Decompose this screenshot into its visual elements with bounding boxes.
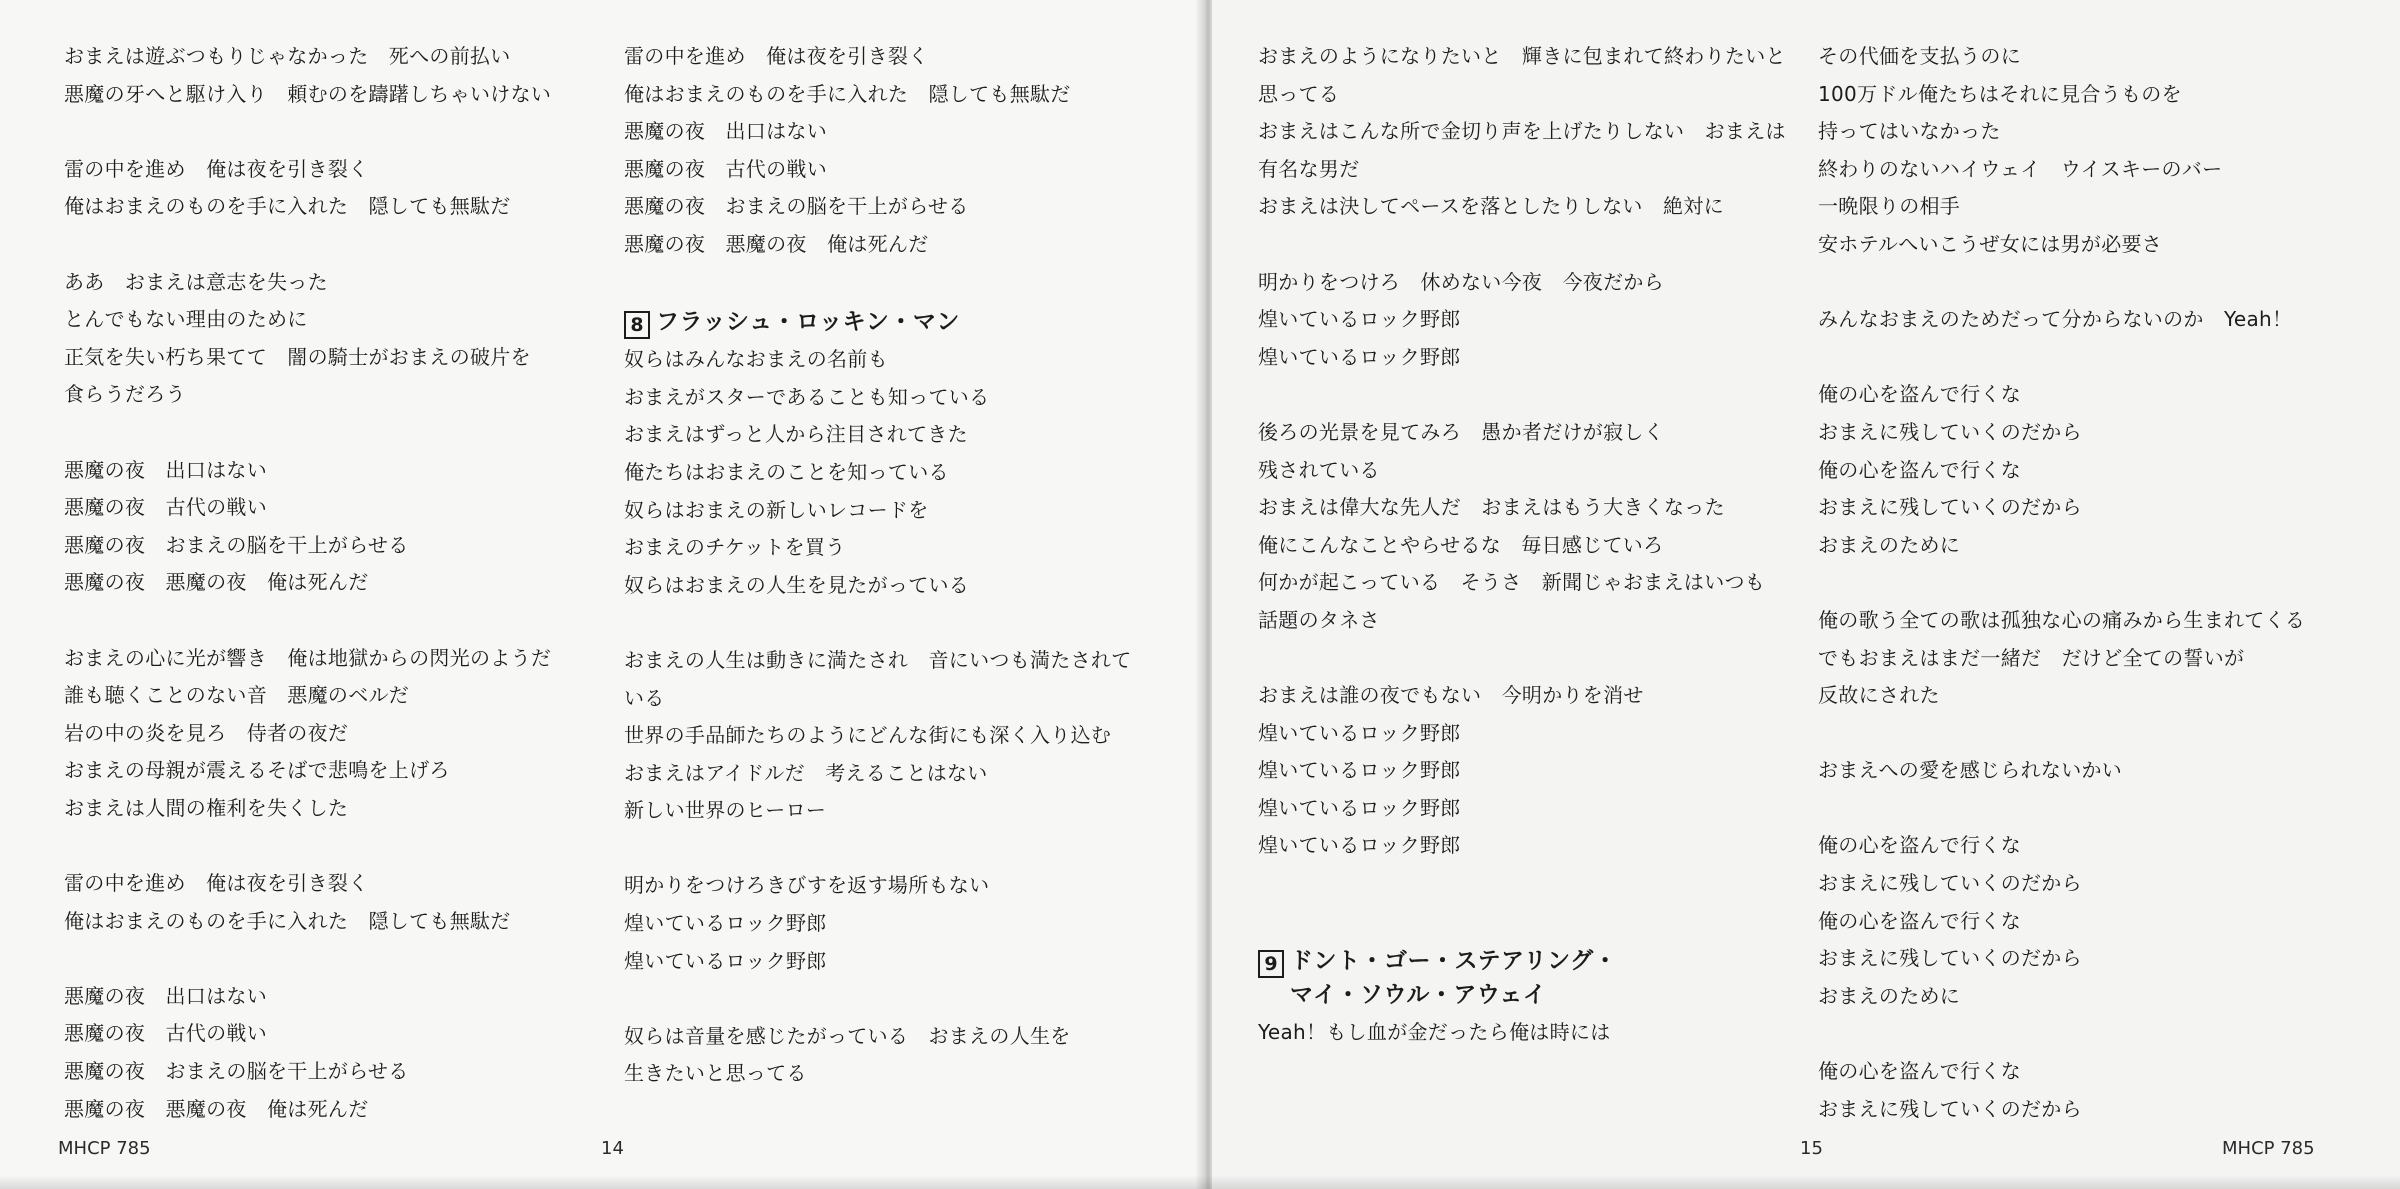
lyric-line: 100万ドル俺たちはそれに見合うものを — [1818, 81, 2182, 106]
lyric-line: 誰も聴くことのない音 悪魔のベルだ — [64, 683, 410, 708]
lyric-line: おまえへの愛を感じられないかい — [1818, 758, 2123, 783]
lyrics-column-1 — [1258, 38, 1786, 1052]
lyric-line: 煌いているロック野郎 — [1258, 307, 1461, 332]
lyric-line: 生きたいと思ってる — [624, 1061, 807, 1086]
lyric-line: 悪魔の夜 おまえの脳を干上がらせる — [64, 532, 409, 557]
lyric-line: 悪魔の夜 おまえの脳を干上がらせる — [64, 1059, 409, 1084]
lyric-line: おまえは決してペースを落としたりしない 絶対に — [1258, 194, 1724, 219]
lyric-line: 俺の心を盗んで行くな — [1818, 457, 2021, 482]
stanza-gap — [1258, 640, 1786, 678]
lyric-line: 煌いているロック野郎 — [1258, 833, 1461, 858]
lyrics-column-2 — [1818, 38, 2305, 1128]
track-title-line-1: ドント・ゴー・ステアリング・ — [1290, 948, 1618, 975]
lyric-line: おまえはこんな所で金切り声を上げたりしない おまえは — [1258, 119, 1786, 144]
track-title: フラッシュ・ロッキン・マン — [656, 309, 960, 336]
lyric-line: 雷の中を進め 俺は夜を引き裂く — [64, 156, 369, 181]
lyric-line: 奴らはおまえの新しいレコードを — [624, 497, 929, 522]
stanza-gap — [64, 602, 551, 640]
track-title — [1290, 944, 1617, 1012]
lyric-line: 有名な男だ — [1258, 156, 1360, 181]
lyric-line: その代価を支払うのに — [1818, 44, 2021, 68]
stanza-gap — [624, 604, 1132, 642]
lyric-line: 明かりをつけろ 休めない今夜 今夜だから — [1258, 269, 1664, 294]
lyric-line: おまえのために — [1818, 983, 1961, 1008]
lyric-line: 俺はおまえのものを手に入れた 隠しても無駄だ — [624, 81, 1071, 106]
stanza-gap — [1818, 715, 2305, 753]
lyric-line: 雷の中を進め 俺は夜を引き裂く — [624, 44, 929, 68]
lyric-line: 世界の手品師たちのようにどんな街にも深く入り込む — [624, 723, 1112, 748]
track-title-line-2: マイ・ソウル・アウェイ — [1290, 982, 1547, 1009]
lyric-line: とんでもない理由のために — [64, 307, 308, 332]
lyric-line: 悪魔の夜 悪魔の夜 俺は死んだ — [624, 231, 929, 256]
lyric-line: 俺の心を盗んで行くな — [1818, 1059, 2021, 1084]
lyric-line: おまえに残していくのだから — [1818, 419, 2082, 444]
lyric-line: Yeah！もし血が金だったら俺は時には — [1258, 1020, 1611, 1045]
lyric-line: おまえに残していくのだから — [1818, 495, 2082, 520]
lyric-line: 奴らはおまえの人生を見たがっている — [624, 572, 970, 597]
lyric-line: 俺にこんなことやらせるな 毎日感じていろ — [1258, 532, 1664, 557]
lyric-line: おまえに残していくのだから — [1818, 946, 2082, 971]
lyric-line: 悪魔の夜 出口はない — [64, 983, 267, 1008]
lyric-line: 雷の中を進め 俺は夜を引き裂く — [64, 871, 369, 896]
page-number: 14 — [601, 1138, 624, 1159]
lyric-line: 俺の心を盗んで行くな — [1818, 382, 2021, 407]
lyric-line: 悪魔の夜 出口はない — [624, 119, 827, 144]
stanza-gap — [1818, 564, 2305, 602]
lyric-line: 煌いているロック野郎 — [624, 948, 827, 973]
track-number-badge: 9 — [1258, 950, 1284, 978]
stanza-gap — [1818, 339, 2305, 377]
lyric-line: おまえは誰の夜でもない 今明かりを消せ — [1258, 683, 1644, 708]
lyric-line: 煌いているロック野郎 — [624, 911, 827, 936]
stanza-gap — [1258, 376, 1786, 414]
lyric-line: おまえに残していくのだから — [1818, 1096, 2082, 1121]
lyric-line: おまえは偉大な先人だ おまえはもう大きくなった — [1258, 495, 1725, 520]
stanza-gap — [64, 414, 551, 452]
lyrics-column-1 — [64, 38, 551, 1128]
lyric-line: 煌いているロック野郎 — [1258, 758, 1461, 783]
stanza-gap — [624, 980, 1132, 1018]
lyric-line: 俺たちはおまえのことを知っている — [624, 459, 949, 484]
lyric-line: 悪魔の夜 古代の戦い — [624, 156, 827, 181]
lyric-line: 俺の歌う全ての歌は孤独な心の痛みから生まれてくる — [1818, 607, 2306, 632]
lyric-line: おまえはアイドルだ 考えることはない — [624, 760, 988, 785]
lyric-line: 悪魔の夜 古代の戦い — [64, 1021, 267, 1046]
lyric-line: いる — [624, 685, 665, 710]
lyric-line: 岩の中の炎を見ろ 侍者の夜だ — [64, 720, 349, 745]
lyric-line: おまえのようになりたいと 輝きに包まれて終わりたいと — [1258, 44, 1786, 68]
track-heading-9 — [1258, 944, 1786, 1012]
stanza-gap — [1258, 226, 1786, 264]
lyric-line: みんなおまえのためだって分からないのか Yeah！ — [1818, 307, 2293, 332]
lyric-line: 明かりをつけろきびすを返す場所もない — [624, 873, 990, 898]
lyric-line: 残されている — [1258, 457, 1380, 482]
stanza-gap — [1818, 790, 2305, 828]
stanza-gap — [64, 827, 551, 865]
lyric-line: おまえの人生は動きに満たされ 音にいつも満たされて — [624, 647, 1132, 672]
lyric-line: 煌いているロック野郎 — [1258, 720, 1461, 745]
lyric-line: 思ってる — [1258, 81, 1340, 106]
lyric-line: 奴らは音量を感じたがっている おまえの人生を — [624, 1023, 1071, 1048]
lyric-line: 俺の心を盗んで行くな — [1818, 833, 2021, 858]
lyric-line: 終わりのないハイウェイ ウイスキーのバー — [1818, 156, 2223, 181]
bottom-edge-shadow — [0, 1175, 2400, 1189]
lyric-line: 悪魔の夜 出口はない — [64, 457, 267, 482]
lyric-line: 煌いているロック野郎 — [1258, 795, 1461, 820]
booklet-page-right — [1212, 0, 2400, 1189]
lyric-line: 一晩限りの相手 — [1818, 194, 1961, 219]
stanza-gap — [624, 830, 1132, 868]
catalog-number: MHCP 785 — [2222, 1138, 2315, 1159]
lyric-line: おまえの心に光が響き 俺は地獄からの閃光のようだ — [64, 645, 552, 670]
lyric-line: 悪魔の夜 悪魔の夜 俺は死んだ — [64, 570, 369, 595]
lyric-line: ああ おまえは意志を失った — [64, 269, 328, 294]
lyric-line: おまえのチケットを買う — [624, 535, 846, 560]
track-number-badge: 8 — [624, 311, 650, 339]
lyric-line: 持ってはいなかった — [1818, 119, 2001, 144]
lyric-line: おまえは人間の権利を失くした — [64, 795, 349, 820]
lyric-line: 新しい世界のヒーロー — [624, 798, 827, 823]
stanza-gap — [64, 113, 551, 151]
lyric-line: おまえがスターであることも知っている — [624, 384, 990, 409]
lyric-line: 何かが起こっている そうさ 新聞じゃおまえはいつも — [1258, 570, 1766, 595]
lyric-line: 煌いているロック野郎 — [1258, 344, 1461, 369]
track-heading-8 — [624, 305, 1132, 339]
lyric-line: おまえは遊ぶつもりじゃなかった 死への前払い — [64, 44, 511, 68]
stanza-gap — [64, 226, 551, 264]
lyric-line: 食らうだろう — [64, 382, 186, 407]
catalog-number: MHCP 785 — [58, 1138, 151, 1159]
lyric-line: 俺はおまえのものを手に入れた 隠しても無駄だ — [64, 908, 511, 933]
lyric-line: 悪魔の夜 古代の戦い — [64, 495, 267, 520]
stanza-gap — [64, 940, 551, 978]
lyric-line: 後ろの光景を見てみろ 愚か者だけが寂しく — [1258, 419, 1664, 444]
lyric-line: おまえに残していくのだから — [1818, 871, 2082, 896]
lyric-line: 俺の心を盗んで行くな — [1818, 908, 2021, 933]
lyric-line: おまえはずっと人から注目されてきた — [624, 422, 968, 447]
lyric-line: 奴らはみんなおまえの名前も — [624, 347, 888, 372]
lyric-line: 安ホテルへいこうぜ女には男が必要さ — [1818, 231, 2163, 256]
lyric-line: おまえのために — [1818, 532, 1961, 557]
lyric-line: 反故にされた — [1818, 683, 1940, 708]
lyrics-column-2 — [624, 38, 1132, 1093]
page-number: 15 — [1800, 1138, 1823, 1159]
stanza-gap — [1818, 1015, 2305, 1053]
stanza-gap — [1818, 264, 2305, 302]
lyric-line: 悪魔の夜 おまえの脳を干上がらせる — [624, 194, 969, 219]
lyric-line: 俺はおまえのものを手に入れた 隠しても無駄だ — [64, 194, 511, 219]
lyric-line: 話題のタネさ — [1258, 607, 1380, 632]
lyric-line: おまえの母親が震えるそばで悲鳴を上げろ — [64, 758, 450, 783]
lyric-line: 悪魔の牙へと駆け入り 頼むのを躊躇しちゃいけない — [64, 81, 552, 106]
lyric-line: でもおまえはまだ一緒だ だけど全ての誓いが — [1818, 645, 2245, 670]
lyric-line: 正気を失い朽ち果てて 闇の騎士がおまえの破片を — [64, 344, 531, 369]
lyric-line: 悪魔の夜 悪魔の夜 俺は死んだ — [64, 1096, 369, 1121]
